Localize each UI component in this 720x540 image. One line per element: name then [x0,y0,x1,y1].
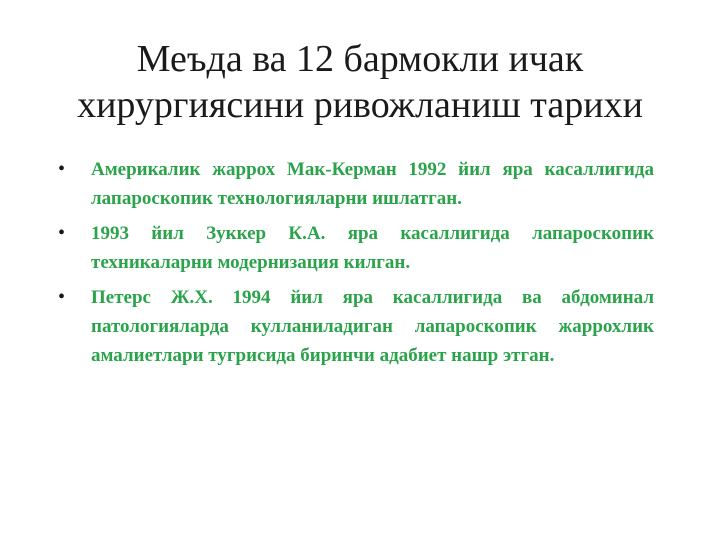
slide-title-line-1: Меъда ва 12 бармокли ичак [136,38,584,80]
bullet-item [58,155,654,213]
bullet-marker: • [58,158,66,180]
bullet-item [58,219,654,277]
slide-title-line-2: хирургиясини ривожланиш тарихи [77,84,643,126]
bullet-item [58,283,654,370]
bullet-text: Петерс Ж.Х. 1994 йил яра касаллигида ва абдоминал патологияларда кулланиладиган лапароскопик жаррохлик амалиетлари тугрисида биринчи адабиет нашр этган. [91,287,654,366]
bullet-marker: • [58,286,66,308]
bullet-text: 1993 йил Зуккер К.А. яра касаллигида лапароскопик техникаларни модернизация килган. [91,223,654,273]
bullet-text: Америкалик жаррох Мак-Керман 1992 йил яра касаллигида лапароскопик технологияларни ишлатган. [91,159,654,209]
slide-title [20,36,700,128]
bullet-list [58,155,654,376]
bullet-marker: • [58,222,66,244]
